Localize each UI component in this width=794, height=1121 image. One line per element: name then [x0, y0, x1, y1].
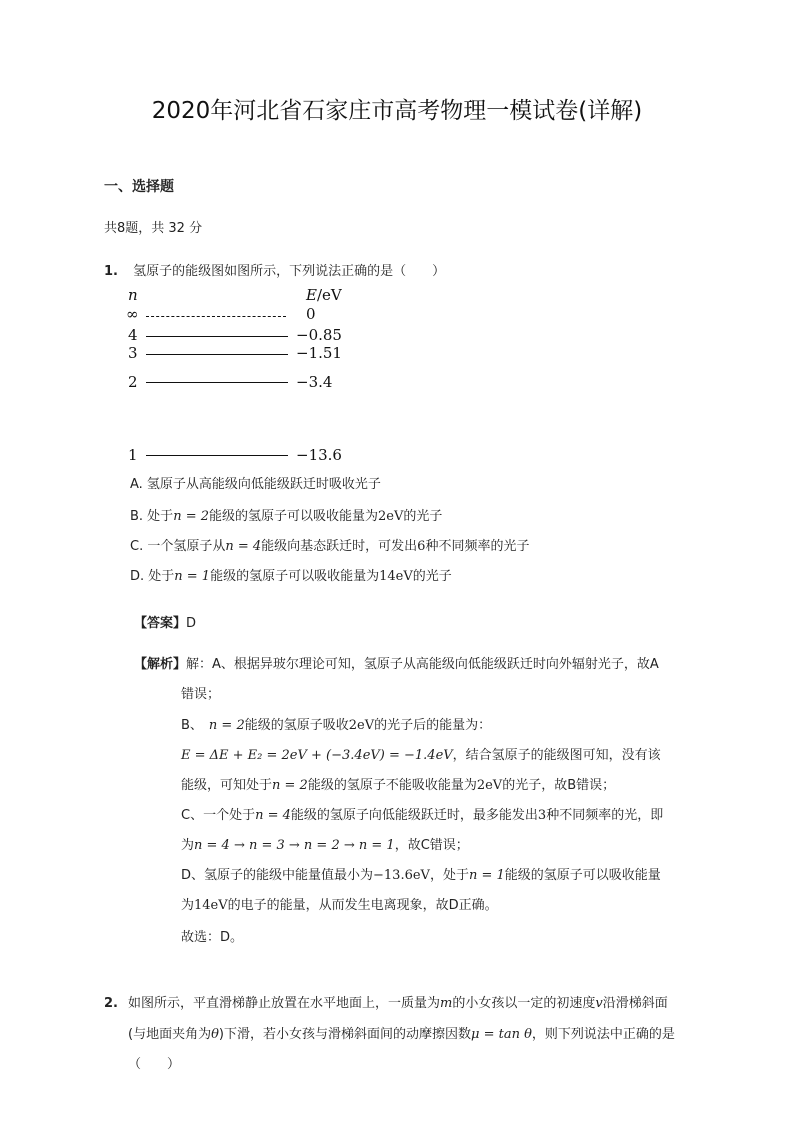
energy-level-diagram: [120, 284, 380, 464]
explanation-line-8: D、氢原子的能级中能量值最小为−13.6eV，处于n = 1能级的氢原子可以吸收能量: [181, 868, 661, 883]
level-n-2: 2: [128, 373, 138, 391]
question-2-line-2: (与地面夹角为θ)下滑，若小女孩与滑梯斜面间的动摩擦因数μ = tan θ，则下列说法中正确的是: [128, 1027, 675, 1042]
level-energy-4: −0.85: [296, 326, 342, 344]
level-n-4: 4: [128, 326, 138, 344]
level-energy-3: −1.51: [296, 344, 342, 362]
option-b: B. 处于n = 2能级的氢原子可以吸收能量为2eV的光子: [130, 509, 443, 524]
question-number: 2.: [104, 996, 118, 1011]
question-stem: 氢原子的能级图如图所示，下列说法正确的是（ ）: [133, 264, 446, 279]
level-n-3: 3: [128, 344, 138, 362]
explanation-line-6: C、一个处于n = 4能级的氢原子向低能级跃迁时，最多能发出3种不同频率的光，即: [181, 808, 664, 823]
question-count: 共8题，共 32 分: [104, 221, 203, 236]
explanation-line-9: 为14eV的电子的能量，从而发生电离现象，故D正确。: [181, 898, 498, 913]
level-line-1: [146, 455, 288, 456]
level-n-infinity: ∞: [126, 305, 139, 323]
answer: [134, 612, 196, 631]
level-energy-infinity: 0: [306, 305, 316, 323]
answer-value: D: [186, 616, 197, 631]
level-energy-1: −13.6: [296, 446, 342, 464]
option-d: D. 处于n = 1能级的氢原子可以吸收能量为14eV的光子: [130, 569, 452, 584]
answer-label: 【答案】: [134, 616, 187, 631]
explanation-line-2: 错误；: [181, 687, 221, 702]
explanation-label: 【解析】: [134, 657, 187, 672]
document-title: 2020年河北省石家庄市高考物理一模试卷(详解): [151, 98, 643, 124]
level-energy-2: −3.4: [296, 373, 333, 391]
explanation-line-5: 能级，可知处于n = 2能级的氢原子不能吸收能量为2eV的光子，故B错误；: [181, 778, 616, 793]
option-a: A. 氢原子从高能级向低能级跃迁时吸收光子: [130, 477, 381, 492]
explanation-line-3: B、 n = 2能级的氢原子吸收2eV的光子后的能量为：: [181, 718, 492, 733]
level-line-2: [146, 382, 288, 383]
explanation-line-4: E = ΔE + E₂ = 2eV + (−3.4eV) = −1.4eV，结合氢原子的能级图可知，没有该: [181, 748, 661, 763]
section-heading: 一、选择题: [104, 179, 174, 195]
explanation-line-1: 【解析】解：A、根据异玻尔理论可知，氢原子从高能级向低能级跃迁时向外辐射光子，故A: [134, 657, 659, 672]
level-line-infinity: [146, 316, 286, 317]
question-2-line-1: 2. 如图所示，平直滑梯静止放置在水平地面上，一质量为m的小女孩以一定的初速度v沿滑梯斜面: [104, 996, 668, 1011]
level-line-3: [146, 354, 288, 355]
level-n-1: 1: [128, 446, 138, 464]
explanation-line-7: 为n = 4 → n = 3 → n = 2 → n = 1，故C错误；: [181, 838, 469, 853]
n-axis-label: n: [128, 286, 138, 304]
option-c: C. 一个氢原子从n = 4能级向基态跃迁时，可发出6种不同频率的光子: [130, 539, 530, 554]
question-2-line-3: （ ）: [128, 1057, 181, 1072]
question-1: [104, 260, 445, 279]
level-line-4: [146, 336, 288, 337]
question-number: 1.: [104, 264, 118, 279]
explanation-line-10: 故选：D。: [181, 930, 244, 945]
energy-axis-label: E/eV: [306, 286, 342, 304]
